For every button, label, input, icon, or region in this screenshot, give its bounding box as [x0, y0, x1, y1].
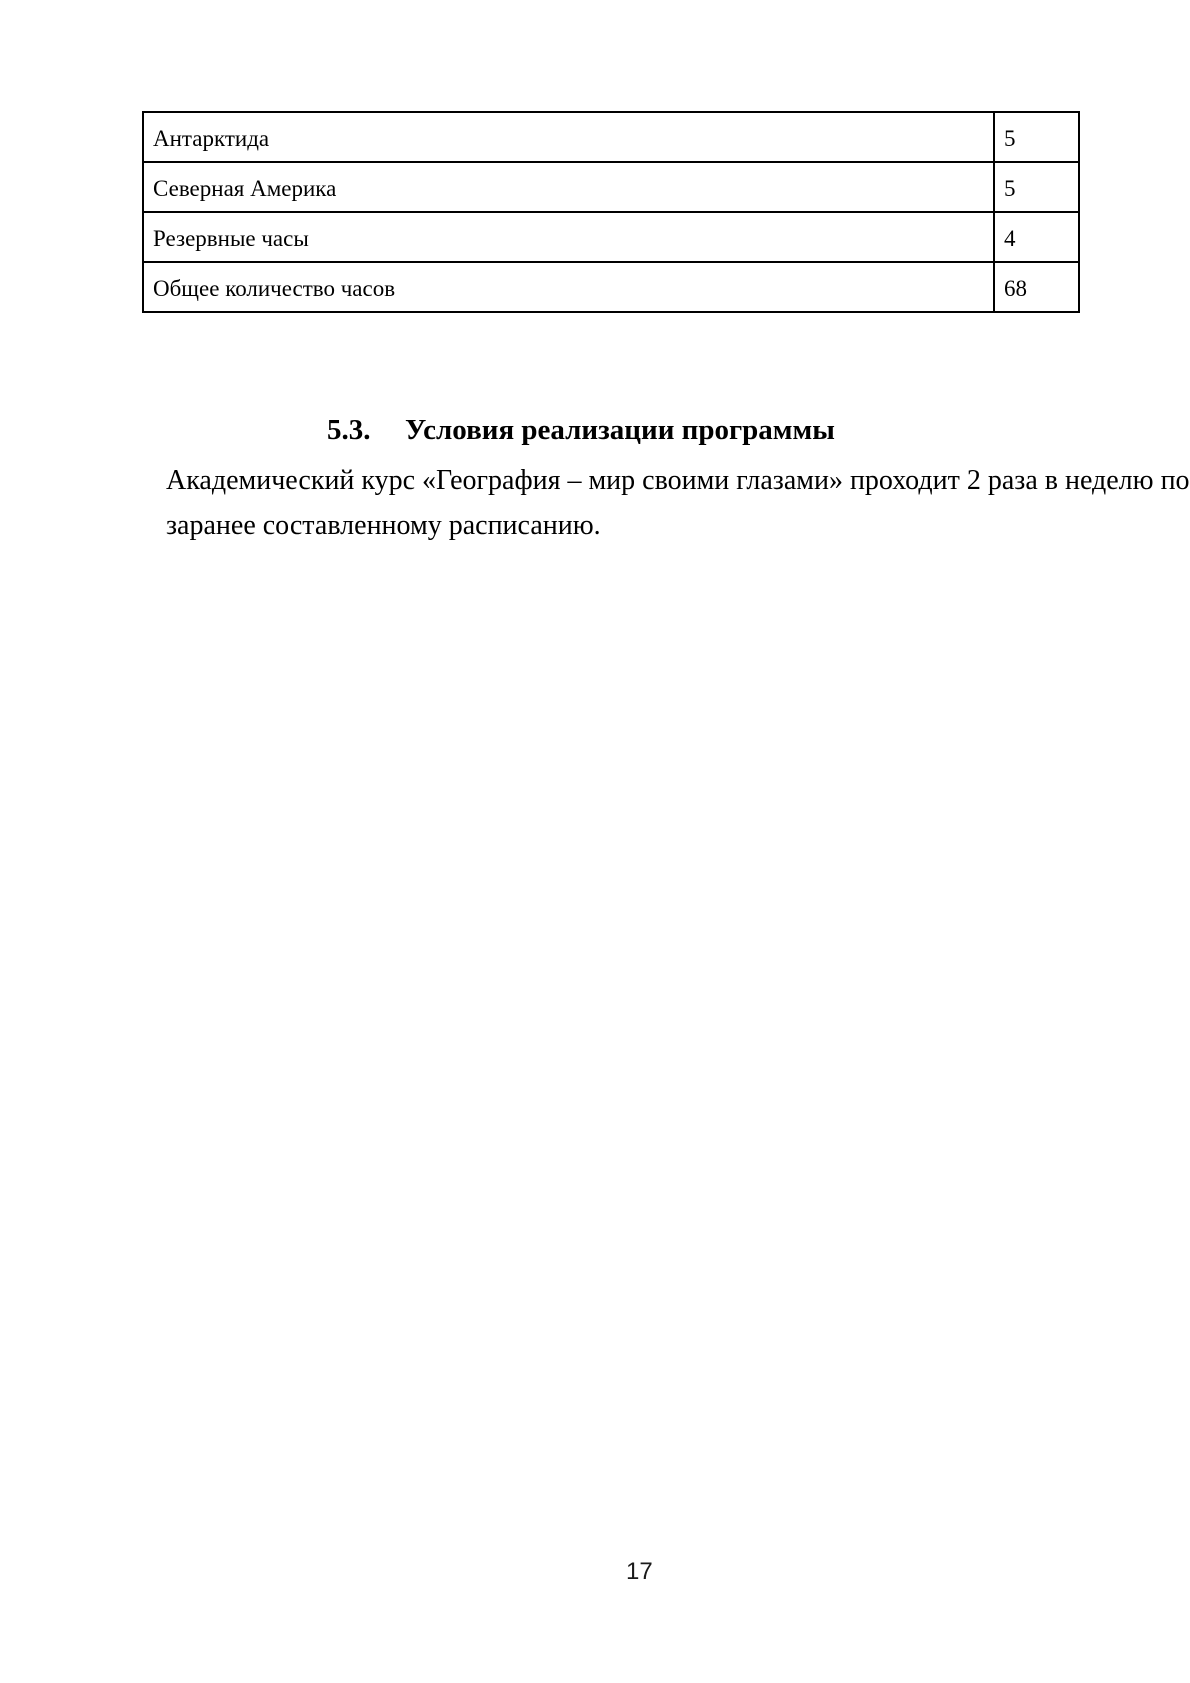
section-title: Условия реализации программы	[405, 414, 835, 447]
table-cell-value: 5	[994, 162, 1079, 212]
table-cell-label: Общее количество часов	[143, 262, 994, 312]
table-cell-label: Северная Америка	[143, 162, 994, 212]
table-cell-value: 68	[994, 262, 1079, 312]
table-row	[143, 162, 1079, 212]
table-row	[143, 212, 1079, 262]
table-row	[143, 262, 1079, 312]
table-cell-value: 5	[994, 112, 1079, 162]
table-row	[143, 112, 1079, 162]
paragraph-line: Академический курс «География – мир своими глазами» проходит 2 раза в неделю по	[166, 465, 1190, 496]
table-cell-value: 4	[994, 212, 1079, 262]
hours-table	[142, 111, 1080, 313]
section-heading	[327, 414, 835, 447]
paragraph-line: заранее составленному расписанию.	[166, 510, 601, 541]
body-paragraph	[166, 458, 1190, 548]
table-cell-label: Резервные часы	[143, 212, 994, 262]
section-number: 5.3.	[327, 414, 371, 447]
table-cell-label: Антарктида	[143, 112, 994, 162]
page-number: 17	[626, 1558, 653, 1585]
